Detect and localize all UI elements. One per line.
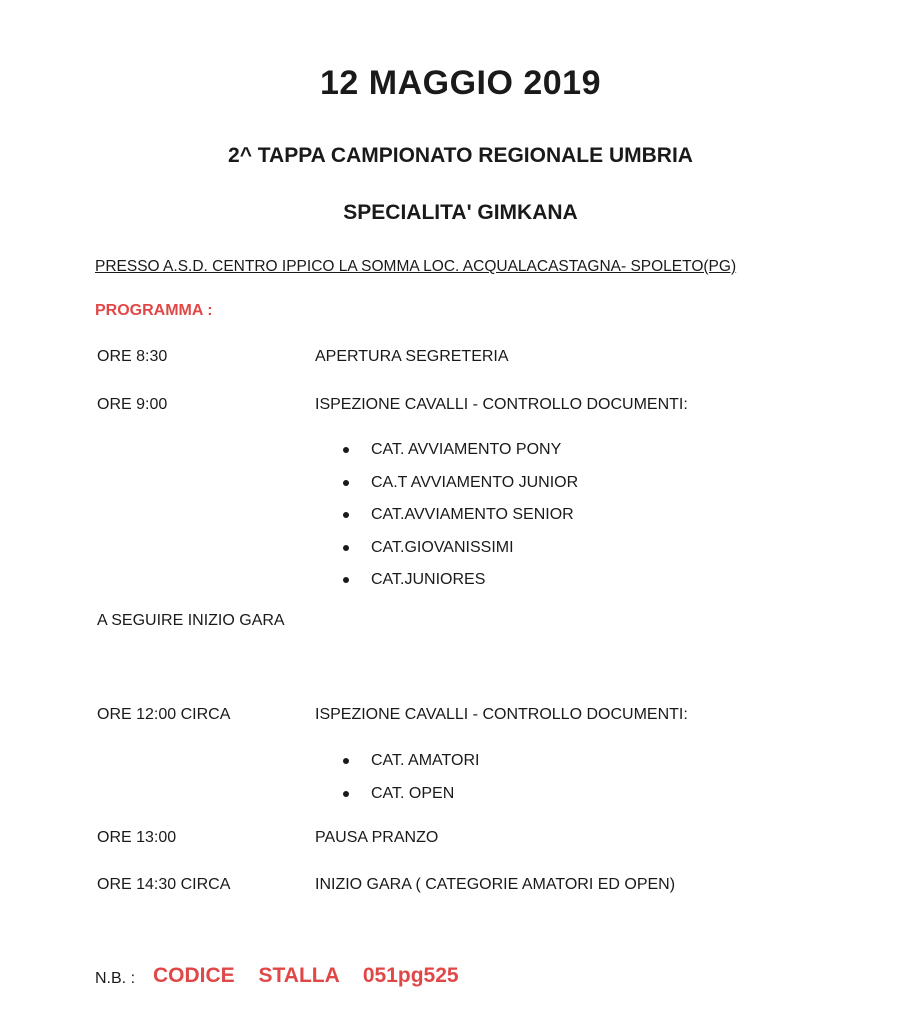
- schedule-time: ORE 9:00: [97, 396, 168, 413]
- stage-heading: 2^ TAPPA CAMPIONATO REGIONALE UMBRIA: [228, 144, 693, 167]
- schedule-description: APERTURA SEGRETERIA: [315, 348, 509, 365]
- bullet-icon: [343, 758, 349, 764]
- schedule-time: ORE 12:00 CIRCA: [97, 706, 231, 723]
- schedule-time: ORE 8:30: [97, 348, 168, 365]
- list-item: [343, 473, 578, 506]
- schedule-description: PAUSA PRANZO: [315, 829, 439, 846]
- schedule-time: ORE 14:30 CIRCA: [97, 876, 231, 893]
- schedule-description: ISPEZIONE CAVALLI - CONTROLLO DOCUMENTI:: [315, 396, 688, 413]
- category-label: CAT.GIOVANISSIMI: [371, 538, 514, 556]
- note-label: N.B. :: [95, 970, 136, 987]
- list-item: [343, 440, 578, 473]
- category-label: CAT. OPEN: [371, 784, 455, 802]
- list-item: [343, 751, 479, 784]
- morning-category-list: [343, 440, 578, 603]
- bullet-icon: [343, 545, 349, 551]
- schedule-time: ORE 13:00: [97, 829, 177, 846]
- stable-code: CODICE STALLA 051pg525: [153, 964, 459, 987]
- category-label: CAT. AVVIAMENTO PONY: [371, 441, 562, 458]
- category-label: CA.T AVVIAMENTO JUNIOR: [371, 473, 579, 491]
- race-start-note: A SEGUIRE INIZIO GARA: [97, 612, 285, 629]
- list-item: [343, 538, 578, 571]
- bullet-icon: [343, 791, 349, 797]
- list-item: [343, 784, 479, 817]
- location-line: PRESSO A.S.D. CENTRO IPPICO LA SOMMA LOC. ACQUALACASTAGNA- SPOLETO(PG): [95, 258, 737, 275]
- bullet-icon: [343, 480, 349, 486]
- specialty-heading: SPECIALITA' GIMKANA: [343, 201, 578, 224]
- schedule-description: ISPEZIONE CAVALLI - CONTROLLO DOCUMENTI:: [315, 706, 688, 723]
- list-item: [343, 570, 578, 603]
- bullet-icon: [343, 512, 349, 518]
- category-label: CAT. AMATORI: [371, 752, 480, 769]
- afternoon-category-list: [343, 751, 479, 816]
- category-label: CAT.JUNIORES: [371, 571, 486, 588]
- bullet-icon: [343, 577, 349, 583]
- schedule-description: INIZIO GARA ( CATEGORIE AMATORI ED OPEN): [315, 876, 676, 893]
- category-label: CAT.AVVIAMENTO SENIOR: [371, 506, 574, 523]
- list-item: [343, 505, 578, 538]
- program-label: PROGRAMMA :: [95, 302, 213, 319]
- page-title: 12 MAGGIO 2019: [319, 64, 601, 102]
- bullet-icon: [343, 447, 349, 453]
